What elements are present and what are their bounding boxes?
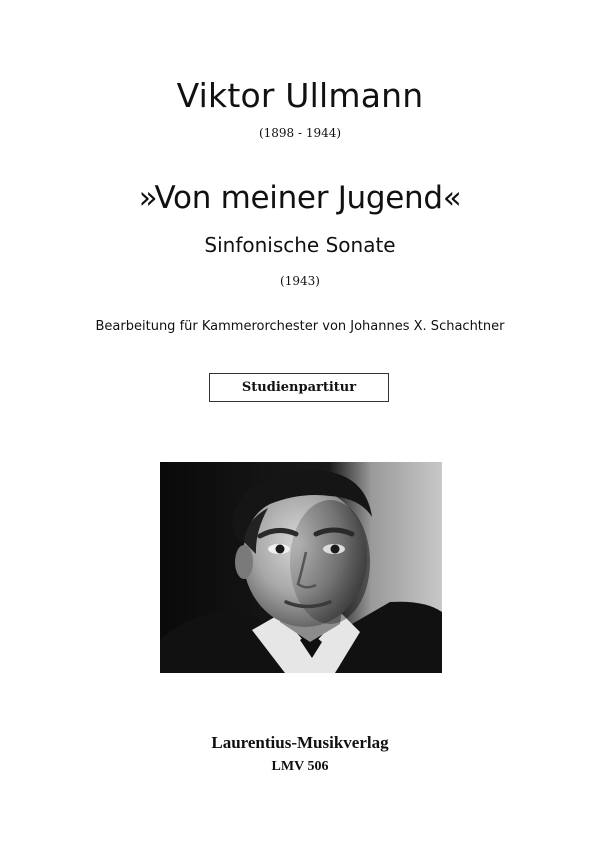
work-title: »Von meiner Jugend« [138, 180, 462, 216]
composition-year: (1943) [280, 274, 320, 288]
catalog-number: LMV 506 [271, 759, 329, 774]
composer-name: Viktor Ullmann [176, 76, 424, 115]
publisher-name: Laurentius-Musikverlag [211, 733, 389, 752]
work-subtitle: Sinfonische Sonate [204, 233, 396, 257]
arrangement-credit: Bearbeitung für Kammerorchester von Johannes X. Schachtner [95, 319, 505, 334]
edition-badge-label: Studienpartitur [241, 380, 357, 395]
composer-lifespan: (1898 - 1944) [258, 126, 342, 140]
edition-badge [209, 373, 389, 402]
composer-portrait [160, 462, 442, 673]
